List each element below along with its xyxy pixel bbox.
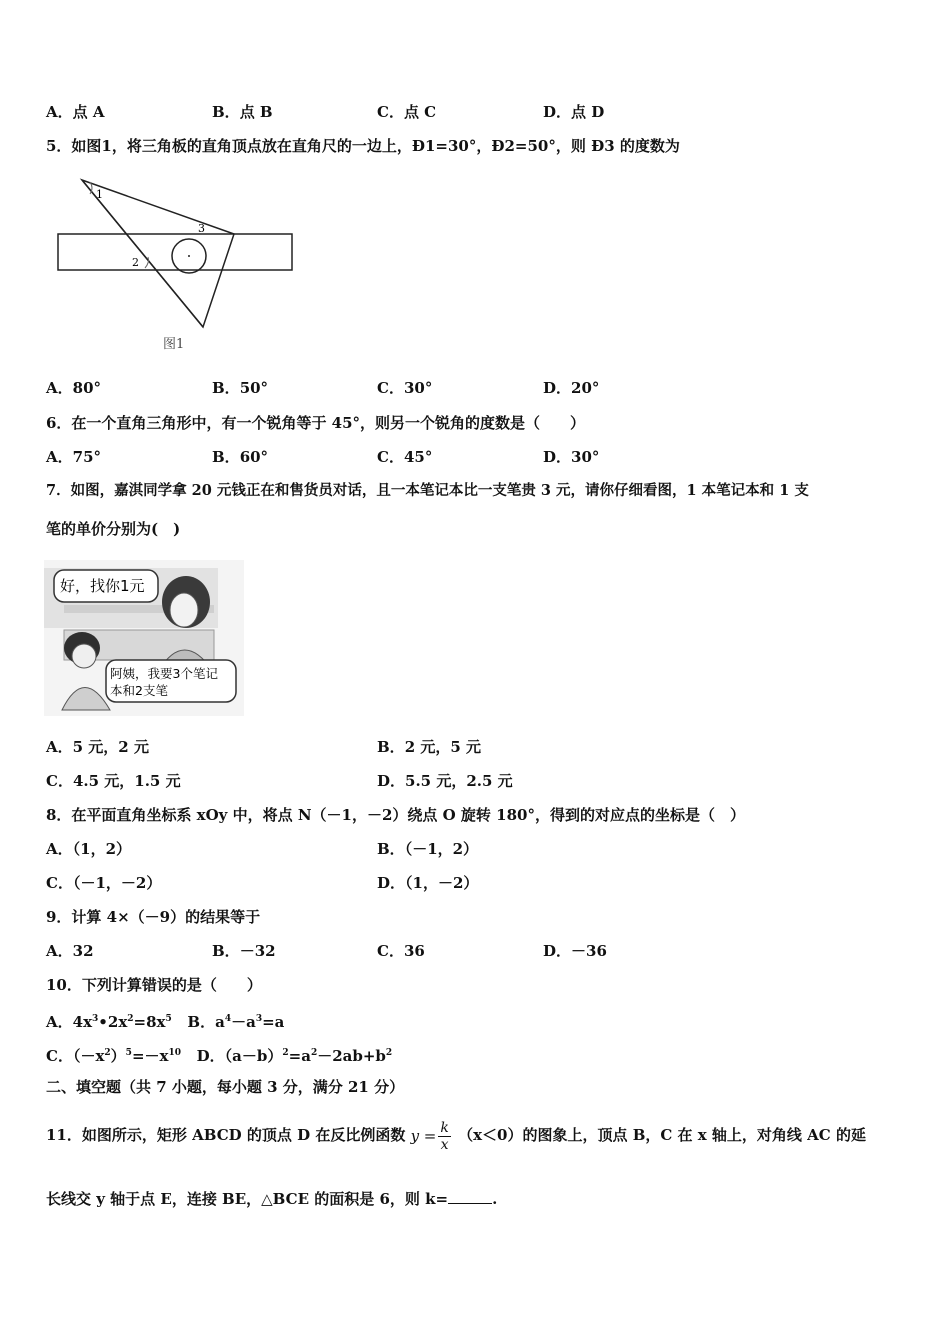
q8-stem: 8．在平面直角坐标系 xOy 中，将点 N（－1，－2）绕点 O 旋转 180°，得到的对应点的坐标是（ ） xyxy=(46,806,745,824)
answer-blank xyxy=(448,1189,492,1204)
q8-option-b: B．（－1，2） xyxy=(377,840,479,858)
q8-option-d: D．（1，－2） xyxy=(377,874,479,892)
q7-figure-shop-scene xyxy=(44,560,244,716)
q8-option-a: A．（1，2） xyxy=(46,840,132,858)
q6-stem: 6．在一个直角三角形中，有一个锐角等于 45°，则另一个锐角的度数是（ ） xyxy=(46,414,586,432)
q9-option-d: D．－36 xyxy=(543,942,607,960)
q6-option-d: D．30° xyxy=(543,448,600,466)
q7-stem-line2: 笔的单价分别为( ) xyxy=(46,520,181,538)
figure-caption: 图1 xyxy=(163,337,185,352)
q5-option-a: A．80° xyxy=(46,379,102,397)
q4-option-d: D．点 D xyxy=(543,103,605,121)
q7-option-a: A．5 元，2 元 xyxy=(46,738,149,756)
angle-label-3: 3 xyxy=(198,222,205,235)
func-lhs: y = xyxy=(410,1127,437,1145)
q8-option-c: C．（－1，－2） xyxy=(46,874,162,892)
q9-option-b: B．－32 xyxy=(212,942,276,960)
angle-label-1: 1 xyxy=(96,188,103,201)
q11-stem-line1: 11．如图所示，矩形 ABCD 的顶点 D 在反比例函数 y = $\frac{k}{x}$ （x＜0）的图象上，顶点 B，C 在 x 轴上，对角线 AC 的延 xyxy=(46,1119,866,1153)
q7-stem-line1: 7．如图，嘉淇同学拿 20 元钱正在和售货员对话，且一本笔记本比一支笔贵 3 元，请你仔细看图，1 本笔记本和 1 支 xyxy=(46,482,809,499)
section2-heading: 二、填空题（共 7 小题，每小题 3 分，满分 21 分） xyxy=(46,1078,405,1096)
q7-option-b: B．2 元，5 元 xyxy=(377,738,482,756)
q6-option-c: C．45° xyxy=(377,448,433,466)
q10-options-ab: A．$4x^3•2x^2=8x^5$ B．$a^4-a^3=a$ xyxy=(46,1013,285,1031)
q7-option-d: D．5.5 元，2.5 元 xyxy=(377,772,513,790)
q11-stem-line2: 长线交 y 轴于点 E，连接 BE，△BCE 的面积是 6，则 k= . xyxy=(46,1190,498,1208)
angle-label-2: 2 xyxy=(132,256,139,269)
q5-option-c: C．30° xyxy=(377,379,433,397)
q10-stem: 10．下列计算错误的是（ ） xyxy=(46,976,262,994)
q4-option-a: A．点 A xyxy=(46,103,105,121)
set-square-triangle xyxy=(82,180,234,327)
bubble-clerk-text: 好，找你1元 xyxy=(60,577,145,595)
q9-option-a: A．32 xyxy=(46,942,94,960)
q5-figure-triangle-ruler xyxy=(50,172,310,357)
func-fraction: $\frac{k}{x}$ xyxy=(440,1119,449,1153)
q5-stem: 5．如图1，将三角板的直角顶点放在直角尺的一边上，Ð1=30°，Ð2=50°，则 Ð3 的度数为 xyxy=(46,137,680,155)
q4-option-c: C．点 C xyxy=(377,103,437,121)
bubble-child-line1: 阿姨，我要3个笔记 xyxy=(110,666,218,681)
q9-option-c: C．36 xyxy=(377,942,425,960)
q6-option-b: B．60° xyxy=(212,448,269,466)
q10-options-cd: C．$(-x^2)^5=-x^{10}$ D．$(a-b)^2=a^2-2ab+b^2$ xyxy=(46,1047,393,1065)
q5-option-d: D．20° xyxy=(543,379,600,397)
q6-option-a: A．75° xyxy=(46,448,102,466)
bubble-child-line2: 本和2支笔 xyxy=(110,683,168,698)
q7-option-c: C．4.5 元，1.5 元 xyxy=(46,772,181,790)
q9-stem: 9．计算 4×（－9）的结果等于 xyxy=(46,908,261,926)
q4-option-b: B．点 B xyxy=(212,103,273,121)
q5-option-b: B．50° xyxy=(212,379,269,397)
